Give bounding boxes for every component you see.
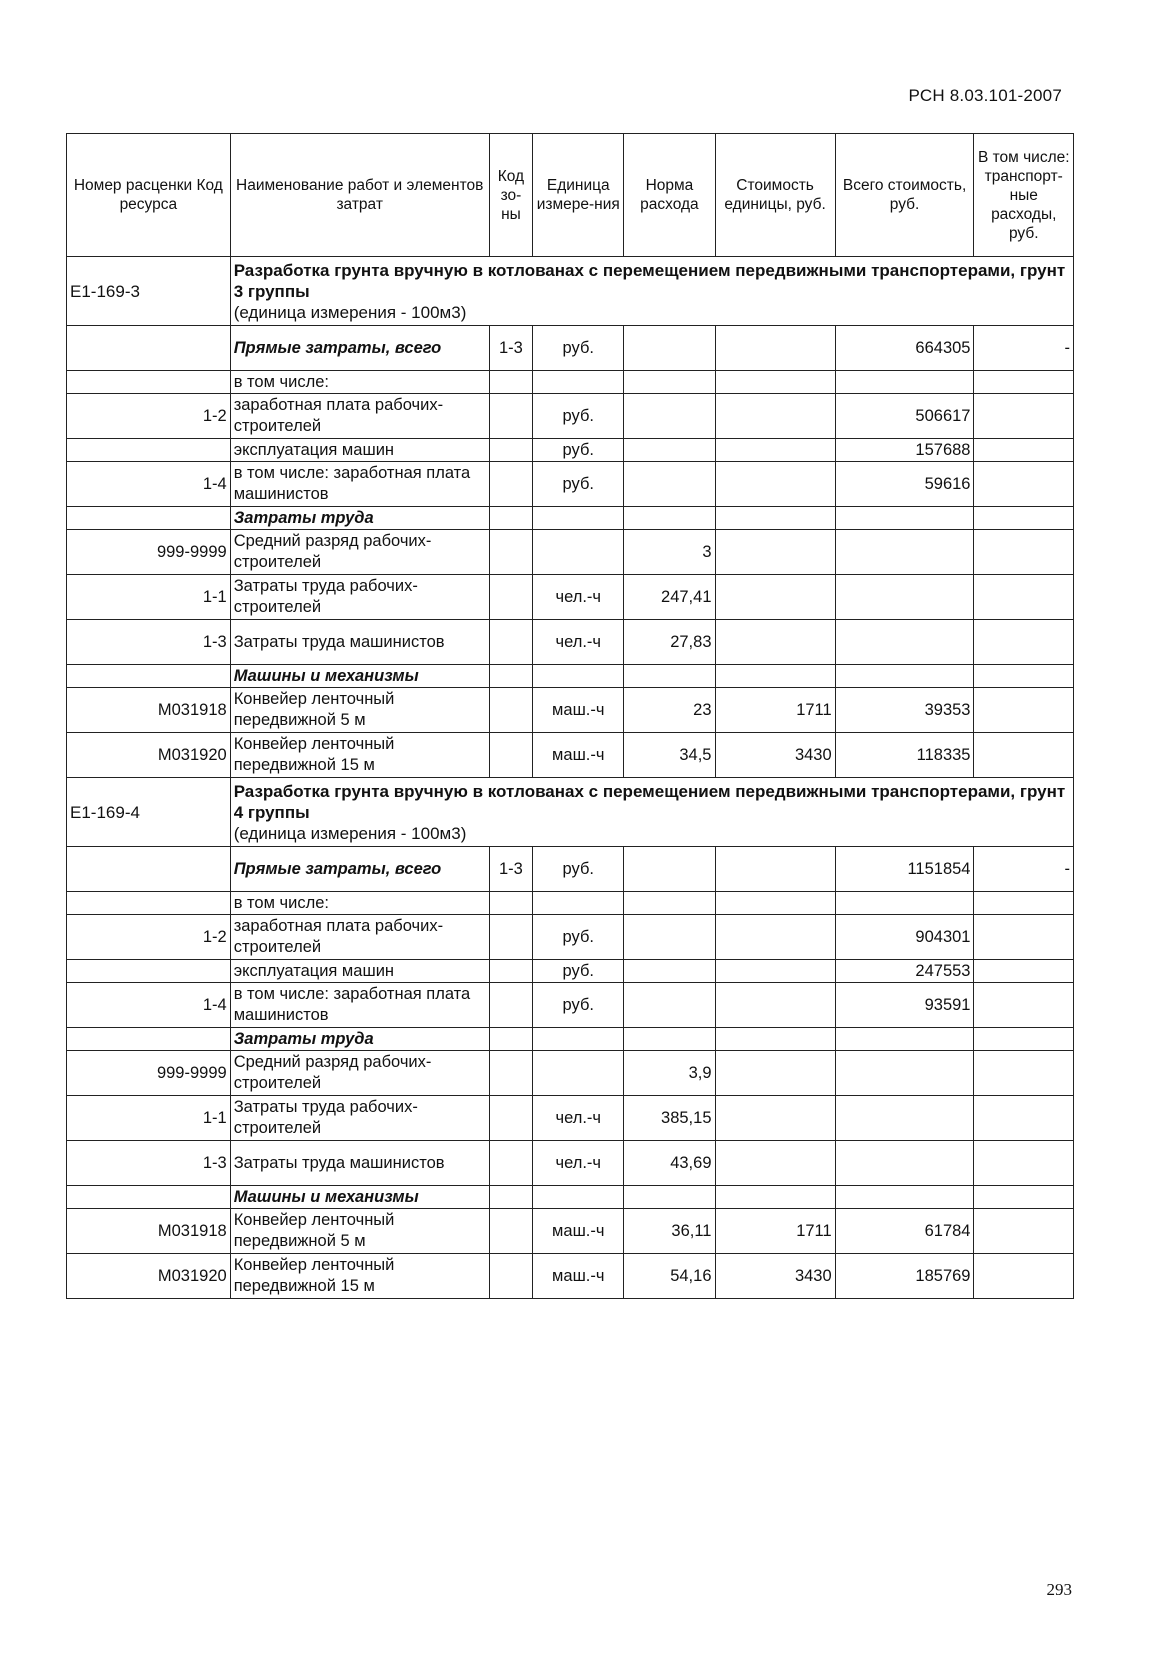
- unit: маш.-ч: [533, 1254, 624, 1299]
- section-title-row: [67, 257, 1074, 326]
- table-row: [67, 326, 1074, 371]
- cost-item-name: Затраты труда рабочих-строителей: [230, 575, 489, 620]
- unit: чел.-ч: [533, 1096, 624, 1141]
- section-title: [230, 257, 1073, 326]
- norm-value: 247,41: [624, 575, 715, 620]
- cost-item-name: эксплуатация машин: [230, 960, 489, 983]
- unit-cost: 1711: [715, 1209, 835, 1254]
- resource-code: 1-3: [67, 1141, 231, 1186]
- cost-item-name: Конвейер ленточный передвижной 5 м: [230, 688, 489, 733]
- resource-code: 1-4: [67, 462, 231, 507]
- cost-item-name: Затраты труда машинистов: [230, 620, 489, 665]
- resource-code: М031918: [67, 1209, 231, 1254]
- direct-costs-label: Прямые затраты, всего: [230, 847, 489, 892]
- table-row: [67, 1254, 1074, 1299]
- rate-code: Е1-169-4: [67, 778, 231, 847]
- unit: руб.: [533, 960, 624, 983]
- resource-code: 1-2: [67, 394, 231, 439]
- norm-value: 34,5: [624, 733, 715, 778]
- unit: чел.-ч: [533, 1141, 624, 1186]
- cost-item-name: в том числе: заработная плата машинистов: [230, 462, 489, 507]
- table-row: [67, 462, 1074, 507]
- table-row: [67, 960, 1074, 983]
- resource-code: 1-1: [67, 1096, 231, 1141]
- total-cost: 118335: [835, 733, 974, 778]
- transport-cost: -: [974, 847, 1074, 892]
- page-number: 293: [1046, 1580, 1072, 1599]
- norm-value: 3,9: [624, 1051, 715, 1096]
- table-row: [67, 530, 1074, 575]
- unit: чел.-ч: [533, 620, 624, 665]
- unit-cost: 3430: [715, 733, 835, 778]
- column-header-unit-cost: Стоимость единицы, руб.: [715, 134, 835, 257]
- unit-cost: 1711: [715, 688, 835, 733]
- resource-code: М031918: [67, 688, 231, 733]
- rate-code: Е1-169-3: [67, 257, 231, 326]
- unit: руб.: [533, 394, 624, 439]
- table-row: [67, 394, 1074, 439]
- table-row: [67, 733, 1074, 778]
- unit: руб.: [533, 439, 624, 462]
- column-header-name: Наименование работ и элементов затрат: [230, 134, 489, 257]
- norm-value: 23: [624, 688, 715, 733]
- section-title-text: Разработка грунта вручную в котлованах с перемещением передвижными транспортерами, грунт 4 группы: [233, 781, 1066, 822]
- norm-value: 54,16: [624, 1254, 715, 1299]
- column-header-total-cost: Всего стоимость, руб.: [835, 134, 974, 257]
- table-row: [67, 1141, 1074, 1186]
- total-cost: 39353: [835, 688, 974, 733]
- total-cost: 506617: [835, 394, 974, 439]
- norm-value: 43,69: [624, 1141, 715, 1186]
- total-cost: 157688: [835, 439, 974, 462]
- norm-value: 36,11: [624, 1209, 715, 1254]
- resource-code: М031920: [67, 733, 231, 778]
- column-header-norm: Норма расхода: [624, 134, 715, 257]
- section-e1-169-3: [67, 257, 1074, 778]
- machines-heading: Машины и механизмы: [230, 1186, 489, 1209]
- total-cost: 1151854: [835, 847, 974, 892]
- norm-value: 27,83: [624, 620, 715, 665]
- total-cost: 664305: [835, 326, 974, 371]
- resource-code: М031920: [67, 1254, 231, 1299]
- total-cost: 247553: [835, 960, 974, 983]
- table-row: [67, 1028, 1074, 1051]
- unit: руб.: [533, 462, 624, 507]
- cost-item-name: Конвейер ленточный передвижной 15 м: [230, 733, 489, 778]
- including-label: в том числе:: [230, 371, 489, 394]
- resource-code: 1-4: [67, 983, 231, 1028]
- unit-cost: 3430: [715, 1254, 835, 1299]
- column-header-unit: Единица измере-ния: [533, 134, 624, 257]
- cost-item-name: заработная плата рабочих-строителей: [230, 915, 489, 960]
- table-row: [67, 892, 1074, 915]
- table-row: [67, 665, 1074, 688]
- section-title-row: [67, 778, 1074, 847]
- cost-item-name: Средний разряд рабочих-строителей: [230, 530, 489, 575]
- section-e1-169-4: [67, 778, 1074, 1299]
- cost-item-name: эксплуатация машин: [230, 439, 489, 462]
- table-row: [67, 847, 1074, 892]
- resource-code: 1-3: [67, 620, 231, 665]
- cost-item-name: Затраты труда машинистов: [230, 1141, 489, 1186]
- resource-code: 999-9999: [67, 1051, 231, 1096]
- labor-costs-heading: Затраты труда: [230, 507, 489, 530]
- cost-item-name: Средний разряд рабочих-строителей: [230, 1051, 489, 1096]
- table-row: [67, 1051, 1074, 1096]
- unit: руб.: [533, 326, 624, 371]
- table-header-row: [67, 134, 1074, 257]
- unit: чел.-ч: [533, 575, 624, 620]
- section-unit-note: (единица измерения - 100м3): [233, 823, 467, 843]
- unit: маш.-ч: [533, 688, 624, 733]
- column-header-zone: Код зо-ны: [489, 134, 533, 257]
- total-cost: 61784: [835, 1209, 974, 1254]
- table-row: [67, 371, 1074, 394]
- cost-item-name: в том числе: заработная плата машинистов: [230, 983, 489, 1028]
- total-cost: 185769: [835, 1254, 974, 1299]
- table-row: [67, 439, 1074, 462]
- cost-item-name: Конвейер ленточный передвижной 15 м: [230, 1254, 489, 1299]
- direct-costs-label: Прямые затраты, всего: [230, 326, 489, 371]
- resource-code: 1-1: [67, 575, 231, 620]
- total-cost: 93591: [835, 983, 974, 1028]
- unit: руб.: [533, 847, 624, 892]
- zone-code: 1-3: [489, 326, 533, 371]
- section-title: [230, 778, 1073, 847]
- section-title-text: Разработка грунта вручную в котлованах с перемещением передвижными транспортерами, грунт 3 группы: [233, 260, 1066, 301]
- norm-value: 3: [624, 530, 715, 575]
- norm-value: 385,15: [624, 1096, 715, 1141]
- resource-code: 999-9999: [67, 530, 231, 575]
- unit: маш.-ч: [533, 1209, 624, 1254]
- table-row: [67, 983, 1074, 1028]
- machines-heading: Машины и механизмы: [230, 665, 489, 688]
- document-code: РСН 8.03.101-2007: [908, 86, 1062, 105]
- total-cost: 904301: [835, 915, 974, 960]
- table-row: [67, 915, 1074, 960]
- zone-code: 1-3: [489, 847, 533, 892]
- column-header-code: Номер расценки Код ресурса: [67, 134, 231, 257]
- resource-code: 1-2: [67, 915, 231, 960]
- table-row: [67, 1186, 1074, 1209]
- unit: руб.: [533, 983, 624, 1028]
- cost-item-name: Затраты труда рабочих-строителей: [230, 1096, 489, 1141]
- cost-item-name: Конвейер ленточный передвижной 5 м: [230, 1209, 489, 1254]
- cost-item-name: заработная плата рабочих-строителей: [230, 394, 489, 439]
- column-header-transport: В том числе: транспорт-ные расходы, руб.: [974, 134, 1074, 257]
- table-row: [67, 688, 1074, 733]
- unit: руб.: [533, 915, 624, 960]
- table-row: [67, 1209, 1074, 1254]
- table-row: [67, 1096, 1074, 1141]
- rates-table: [66, 133, 1074, 1299]
- labor-costs-heading: Затраты труда: [230, 1028, 489, 1051]
- total-cost: 59616: [835, 462, 974, 507]
- table-row: [67, 575, 1074, 620]
- table-row: [67, 507, 1074, 530]
- table-row: [67, 620, 1074, 665]
- unit: маш.-ч: [533, 733, 624, 778]
- transport-cost: -: [974, 326, 1074, 371]
- including-label: в том числе:: [230, 892, 489, 915]
- section-unit-note: (единица измерения - 100м3): [233, 302, 467, 322]
